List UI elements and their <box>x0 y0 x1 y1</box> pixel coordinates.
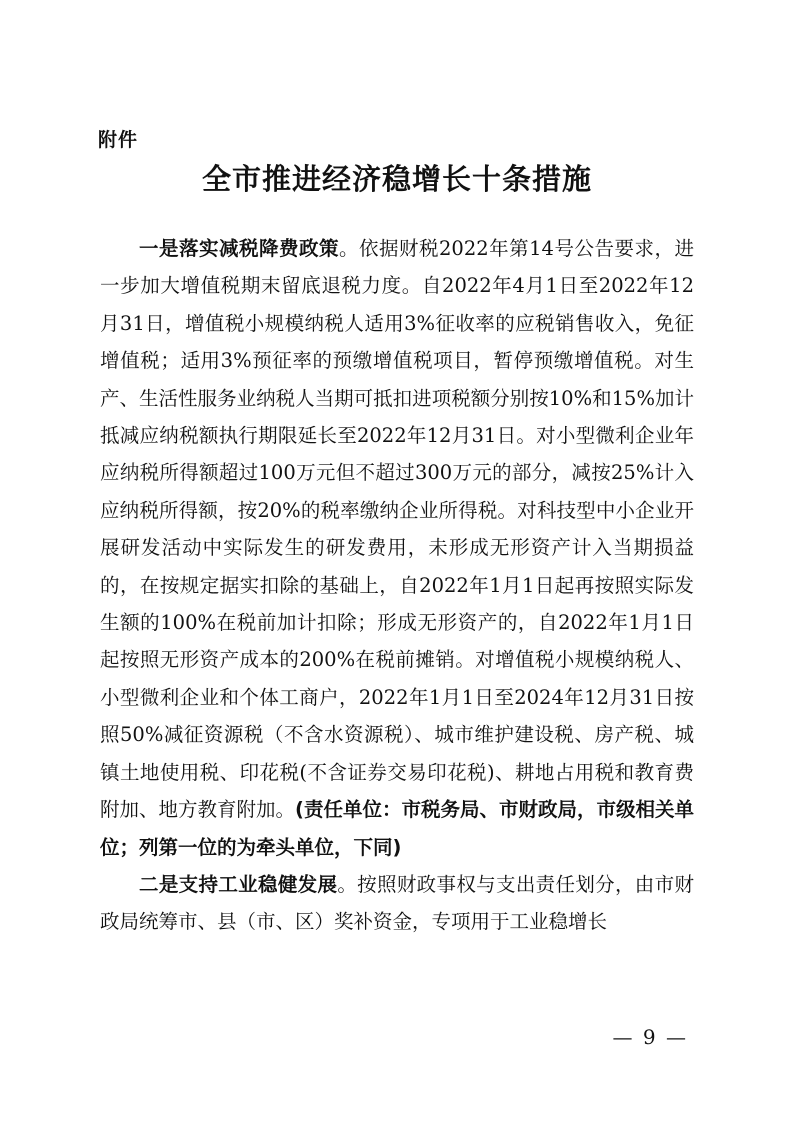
section-paragraph <box>100 230 694 866</box>
responsibility-note: (责任单位：市税务局、市财政局，市级相关单位；列第一位的为牵头单位，下同) <box>100 798 694 859</box>
document-title: 全市推进经济稳增长十条措施 <box>201 162 592 196</box>
section-text: 。按照财政事权与支出责任划分，由市财政局统筹市、县（市、区）奖补资金，专项用于工业稳增长 <box>100 872 694 934</box>
section-lead: 二是支持工业稳健发展 <box>139 872 338 896</box>
section-text: 。依据财税2022年第14号公告要求，进一步加大增值税期末留底退税力度。自2022年4月1日至2022年12月31日，增值税小规模纳税人适用3%征收率的应税销售收入，免征增值税；适用3%预征率的预缴增值税项目，暂停预缴增值税。对生产、生活性服务业纳税人当期可抵扣进项税额分别按10%和15%加计抵减应纳税额执行期限延长至2022年12月31日。对小型微利企业年应纳税所得额超过100万元但不超过300万元的部分，减按25%计入应纳税所得额，按20%的税率缴纳企业所得税。对科技型中小企业开展研发活动中实际发生的研发费用，未形成无形资产计入当期损益的，在按规定据实扣除的基础上，自2022年1月1日起再按照实际发生额的100%在税前加计扣除；形成无形资产的，自2022年1月1日起按照无形资产成本的200%在税前摊销。对增值税小规模纳税人、小型微利企业和个体工商户，2022年1月1日至2024年12月31日按照50%减征资源税（不含水资源税）、城市维护建设税、房产税、城镇土地使用税、印花税(不含证券交易印花税)、耕地占用税和教育费附加、地方教育附加。 <box>100 237 694 822</box>
document-body <box>100 230 694 941</box>
page-number: — 9 — <box>612 1025 688 1049</box>
attachment-label: 附件 <box>98 129 139 151</box>
section-paragraph <box>100 866 694 941</box>
section-lead: 一是落实减税降费政策 <box>139 237 340 260</box>
